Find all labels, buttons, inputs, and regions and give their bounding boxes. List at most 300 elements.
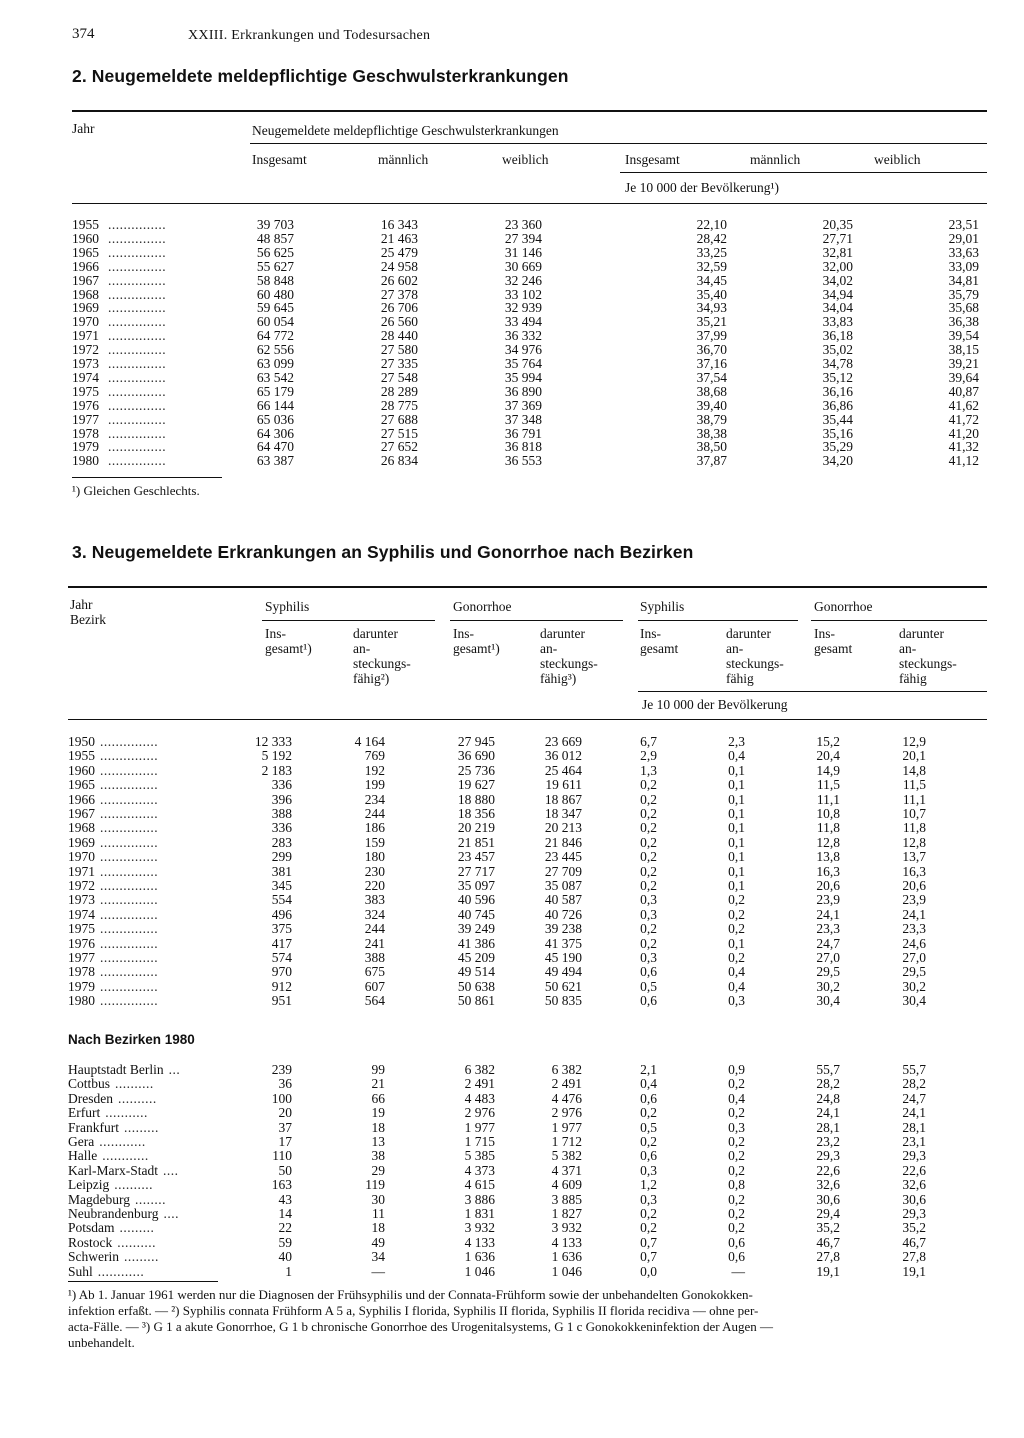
cell-value: 35,2 [902,1220,926,1236]
section3-group-rule-b [450,620,623,621]
cell-value: 24 958 [380,258,418,274]
cell-value: 22,10 [696,217,727,232]
cell-value: 40,87 [948,383,979,399]
cell-value: 23,51 [948,217,979,232]
cell-value: — [731,1263,745,1279]
cell-value: 1,2 [640,1177,657,1193]
row-label: Frankfurt [68,1119,119,1135]
cell-value: 417 [271,935,292,951]
cell-value: 0,1 [728,834,745,850]
table-row [72,411,979,427]
leader-dots: ............... [100,748,159,764]
table-row [72,356,979,371]
cell-value: 383 [364,892,385,908]
cell-value: 21 [371,1076,385,1092]
cell-value: 2 976 [464,1105,495,1121]
row-label: 1955 [68,748,95,764]
row-year: 1971 [72,328,99,344]
cell-value: 1 712 [551,1134,582,1149]
cell-value: 37 369 [504,397,542,413]
leader-dots: ............ [102,1148,149,1164]
cell-value: 39,64 [948,369,979,385]
cell-value: 1 [285,1263,292,1279]
cell-value: 34 [371,1249,385,1265]
cell-value: 375 [271,921,292,937]
cell-value: 33,63 [948,244,979,260]
cell-value: 970 [271,964,292,980]
row-label: 1975 [68,921,95,937]
cell-value: 99 [371,1062,385,1077]
cell-value: 27,0 [902,950,926,965]
leader-dots: .......... [117,1090,157,1106]
cell-value: 27,71 [822,230,853,246]
cell-value: 29,01 [948,230,979,246]
row-label: Erfurt [68,1105,101,1121]
cell-value: 34,20 [822,453,853,469]
cell-value: 0,2 [728,1206,745,1221]
section3-col-insgesamt-b [453,626,500,656]
cell-value: 0,1 [728,806,745,821]
cell-value: 25 479 [380,244,418,260]
table-row [72,383,979,399]
cell-value: 32,6 [902,1177,926,1193]
cell-value: 29,5 [902,964,926,980]
cell-value: 336 [271,777,292,793]
cell-value: 35,2 [816,1220,840,1236]
header-line: Ins- [640,626,661,641]
cell-value: 0,2 [640,921,657,937]
row-year: 1969 [72,300,99,316]
cell-value: 381 [271,863,292,879]
row-label: Karl-Marx-Stadt [68,1162,158,1178]
cell-value: 607 [364,978,385,994]
leader-dots: ............... [108,453,167,469]
cell-value: 33,83 [822,314,853,330]
section2-col-rate-weiblich: weiblich [874,152,921,167]
row-year: 1966 [72,258,99,274]
row-label: 1974 [68,906,95,922]
cell-value: 16,3 [816,863,840,879]
table-row [72,217,979,232]
header-line: darunter [540,626,585,641]
cell-value: 244 [364,806,385,821]
cell-value: 0,2 [640,1220,657,1236]
cell-value: 36,16 [822,383,853,399]
footnote-line: acta-Fälle. — ³) G 1 a akute Gonorrhoe, G 1 b chronische Gonorrhoe des Urogenitalsystems, G 1 c Gonokokkeninfektion der Augen — [68,1319,773,1334]
cell-value: 39,21 [948,356,979,371]
cell-value: 1 636 [464,1249,495,1265]
section2-footnote-rule [72,477,222,478]
cell-value: 63 542 [256,369,294,385]
cell-value: 4 133 [464,1234,495,1250]
section3-stub-header-bezirk: Bezirk [70,612,106,627]
table-row [72,258,979,274]
cell-value: 34,94 [822,286,853,302]
cell-value: 234 [364,791,385,807]
cell-value: 1,3 [640,762,657,778]
cell-value: 35,68 [948,300,979,316]
header-line: fähig³) [540,671,577,686]
section2-header-rule [72,203,987,204]
cell-value: 14 [278,1206,292,1221]
row-year: 1968 [72,286,99,302]
section2-footnote: ¹) Gleichen Geschlechts. [72,483,200,498]
header-line: gesamt¹) [453,641,500,656]
cell-value: 199 [364,777,385,793]
cell-value: 38,50 [696,439,727,455]
cell-value: 24,7 [816,935,840,951]
cell-value: 0,1 [728,820,745,836]
table-row [68,921,968,936]
cell-value: 60 480 [256,286,294,302]
header-line: fähig [726,671,754,686]
section3-col-insgesamt-d [814,626,852,656]
cell-value: 0,2 [728,950,745,965]
table-row [68,979,968,994]
section2-stub-header: Jahr [72,121,95,136]
cell-value: 41 386 [457,935,495,951]
cell-value: 192 [364,762,385,778]
header-line: gesamt [814,641,853,656]
cell-value: 35,21 [696,314,727,330]
row-year: 1979 [72,439,99,455]
cell-value: 163 [271,1177,292,1193]
cell-value: 574 [271,950,292,965]
cell-value: 36,70 [696,342,727,358]
table-row [68,1076,968,1091]
cell-value: 0,2 [728,1148,745,1164]
cell-value: 29,3 [902,1206,926,1221]
row-label: 1960 [68,762,95,778]
cell-value: 28 440 [380,328,418,344]
cell-value: 0,7 [640,1234,657,1250]
cell-value: 11,8 [902,820,926,836]
section3-footnote-rule [68,1281,218,1282]
cell-value: 159 [364,834,385,850]
cell-value: 29 [371,1162,385,1178]
leader-dots: ............... [100,950,159,965]
table-row [68,1091,968,1106]
table-row [72,328,979,344]
cell-value: 50 835 [544,993,582,1009]
cell-value: 24,7 [902,1090,926,1106]
cell-value: 34,04 [822,300,853,316]
section2-title: 2. Neugemeldete meldepflichtige Geschwulsterkrankungen [72,66,569,86]
cell-value: 18 [371,1119,385,1135]
section3-group-rule-d [811,620,987,621]
table-row [68,820,968,835]
cell-value: 35 097 [457,878,495,893]
cell-value: 24,1 [902,1105,926,1121]
leader-dots: ... [168,1062,181,1077]
cell-value: 64 470 [256,439,294,455]
cell-value: 20,4 [816,748,840,764]
table-row [72,314,979,330]
section3-header-rule [68,719,987,720]
cell-value: 38,68 [696,383,727,399]
cell-value: 23,1 [902,1134,926,1149]
cell-value: 12,9 [902,734,926,749]
section3-col-darunter-d [899,626,957,686]
cell-value: 0,1 [728,762,745,778]
cell-value: 41 375 [544,935,582,951]
cell-value: 3 932 [551,1220,582,1236]
cell-value: 49 494 [544,964,582,980]
cell-value: 0,6 [640,964,657,980]
cell-value: 0,1 [728,935,745,951]
row-label: 1977 [68,950,95,965]
table-row [68,1220,968,1235]
cell-value: 20,35 [822,217,853,232]
cell-value: 27,8 [902,1249,926,1265]
cell-value: 36 012 [544,748,582,764]
cell-value: 24,1 [902,906,926,922]
cell-value: 283 [271,834,292,850]
cell-value: 0,2 [728,892,745,908]
cell-value: 46,7 [902,1234,926,1250]
cell-value: 64 306 [256,425,294,441]
cell-value: 36 890 [504,383,542,399]
cell-value: 10,8 [816,806,840,821]
cell-value: 336 [271,820,292,836]
row-label: Leipzig [68,1177,110,1193]
table-row [72,425,979,441]
cell-value: 21 851 [457,834,495,850]
cell-value: 0,2 [640,1206,657,1221]
row-label: Dresden [68,1090,113,1106]
row-year: 1980 [72,453,99,469]
header-line: an- [899,641,917,656]
table-row [68,849,968,864]
cell-value: 39 703 [256,217,294,232]
table-row [68,835,968,850]
leader-dots: ......... [119,1220,155,1236]
cell-value: 25 464 [544,762,582,778]
cell-value: 4 483 [464,1090,495,1106]
table-row [68,1148,968,1163]
cell-value: 39,40 [696,397,727,413]
cell-value: 0,6 [728,1234,745,1250]
cell-value: 25 736 [457,762,495,778]
cell-value: 11,1 [902,791,926,807]
cell-value: 1 636 [551,1249,582,1265]
cell-value: 324 [364,906,385,922]
cell-value: 0,3 [728,1119,745,1135]
cell-value: 21 463 [380,230,418,246]
cell-value: 0,2 [640,878,657,893]
cell-value: 0,2 [640,806,657,821]
cell-value: 20 213 [544,820,582,836]
cell-value: 26 706 [380,300,418,316]
cell-value: 36 [278,1076,292,1092]
leader-dots: ........ [135,1191,166,1207]
cell-value: 14,8 [902,762,926,778]
cell-value: 0,5 [640,978,657,994]
cell-value: 6 382 [464,1062,495,1077]
header-line: steckungs- [899,656,957,671]
leader-dots: ............... [100,734,159,749]
leader-dots: ............... [108,286,167,302]
cell-value: 43 [278,1191,292,1207]
row-label: 1979 [68,978,95,994]
leader-dots: ............... [108,314,167,330]
cell-value: 0,4 [640,1076,657,1092]
cell-value: 28,1 [816,1119,840,1135]
cell-value: 0,1 [728,863,745,879]
cell-value: 41,32 [948,439,979,455]
cell-value: 45 190 [544,950,582,965]
cell-value: 32 939 [504,300,542,316]
cell-value: 0,2 [728,1191,745,1207]
leader-dots: .......... [114,1177,153,1193]
cell-value: 299 [271,849,292,865]
table-row [68,1235,968,1250]
cell-value: 5 192 [261,748,292,764]
cell-value: 0,6 [640,1090,657,1106]
cell-value: 0,3 [640,1162,657,1178]
row-label: 1980 [68,993,95,1009]
cell-value: 41,12 [948,453,979,469]
cell-value: 45 209 [457,950,495,965]
section2-table-body [72,217,979,477]
cell-value: 37,54 [696,369,727,385]
cell-value: 35,79 [948,286,979,302]
cell-value: 6,7 [640,734,657,749]
cell-value: 40 587 [544,892,582,908]
table-row [72,397,979,413]
row-label: Hauptstadt Berlin [68,1062,164,1077]
cell-value: 0,2 [640,935,657,951]
table-row [68,892,968,907]
cell-value: 16 343 [380,217,418,232]
cell-value: 30,2 [816,978,840,994]
cell-value: 32,6 [816,1177,840,1193]
cell-value: 22,6 [902,1162,926,1178]
cell-value: 23 457 [457,849,495,865]
leader-dots: ............ [99,1134,146,1149]
cell-value: 2 183 [261,762,292,778]
cell-value: 0,2 [640,863,657,879]
cell-value: 110 [272,1148,292,1164]
cell-value: 0,2 [640,820,657,836]
table-row [72,439,979,455]
leader-dots: ............... [100,935,159,951]
cell-value: 20 219 [457,820,495,836]
cell-value: 951 [271,993,292,1009]
cell-value: 180 [364,849,385,865]
cell-value: 0,2 [728,921,745,937]
row-label: Magdeburg [68,1191,130,1207]
cell-value: 33,25 [696,244,727,260]
row-label: 1971 [68,863,95,879]
cell-value: 24,1 [816,1105,840,1121]
footnote-line: ¹) Ab 1. Januar 1961 werden nur die Diagnosen der Frühsyphilis und der Connata-Frühform sowie der unbehandelten Gonokokken- [68,1287,753,1302]
cell-value: 27 580 [380,342,418,358]
leader-dots: ............... [108,328,167,344]
cell-value: 27,0 [816,950,840,965]
leader-dots: ......... [124,1249,159,1265]
cell-value: 1 831 [464,1206,495,1221]
cell-value: 18 867 [544,791,582,807]
section3-group-syphilis: Syphilis [265,599,310,614]
table-row [68,993,968,1008]
header-line: fähig²) [353,671,390,686]
cell-value: 30,2 [902,978,926,994]
cell-value: 64 772 [256,328,294,344]
cell-value: 241 [364,935,385,951]
cell-value: 40 745 [457,906,495,922]
cell-value: 55 627 [256,258,294,274]
leader-dots: .... [163,1206,179,1221]
row-label: 1972 [68,878,95,893]
cell-value: 32,00 [822,258,853,274]
table-row [68,936,968,951]
cell-value: 18 [371,1220,385,1236]
header-line: Ins- [265,626,286,641]
row-label: Schwerin [68,1249,119,1265]
table-row [68,864,968,879]
cell-value: 27 394 [504,230,542,246]
row-year: 1970 [72,314,99,330]
cell-value: 0,3 [640,892,657,908]
cell-value: 28,2 [902,1076,926,1092]
section2-top-rule [72,110,987,112]
table-row [72,453,979,469]
cell-value: 36 553 [504,453,542,469]
cell-value: 5 385 [464,1148,495,1164]
cell-value: 6 382 [551,1062,582,1077]
cell-value: 19 [371,1105,385,1121]
leader-dots: .......... [115,1076,154,1092]
cell-value: 186 [364,820,385,836]
row-label: 1965 [68,777,95,793]
cell-value: 0,3 [640,906,657,922]
cell-value: 27 717 [457,863,495,879]
cell-value: 564 [364,993,385,1009]
section3-bezirk-rows [68,1062,968,1278]
cell-value: 2,1 [640,1062,657,1077]
cell-value: 0,2 [728,1134,745,1149]
cell-value: 912 [271,978,292,994]
cell-value: 2 491 [464,1076,495,1092]
cell-value: 34,81 [948,272,979,288]
cell-value: 26 834 [380,453,418,469]
cell-value: 34,02 [822,272,853,288]
cell-value: 34,93 [696,300,727,316]
cell-value: 35,02 [822,342,853,358]
cell-value: 0,6 [640,1148,657,1164]
cell-value: 22 [278,1220,292,1236]
section3-col-darunter-a [353,626,411,686]
table-row [68,1105,968,1120]
cell-value: 0,2 [640,1105,657,1121]
cell-value: 2,3 [728,734,745,749]
header-line: an- [726,641,744,656]
leader-dots: ............... [108,342,167,358]
cell-value: 0,6 [640,993,657,1009]
cell-value: 0,2 [728,906,745,922]
row-label: Rostock [68,1234,113,1250]
cell-value: 0,8 [728,1177,745,1193]
cell-value: 27 709 [544,863,582,879]
section3-group-syphilis-rate: Syphilis [640,599,685,614]
cell-value: 35,29 [822,439,853,455]
cell-value: 2,9 [640,748,657,764]
cell-value: 58 848 [256,272,294,288]
cell-value: 36,86 [822,397,853,413]
row-label: 1967 [68,806,95,821]
cell-value: 28,1 [902,1119,926,1135]
